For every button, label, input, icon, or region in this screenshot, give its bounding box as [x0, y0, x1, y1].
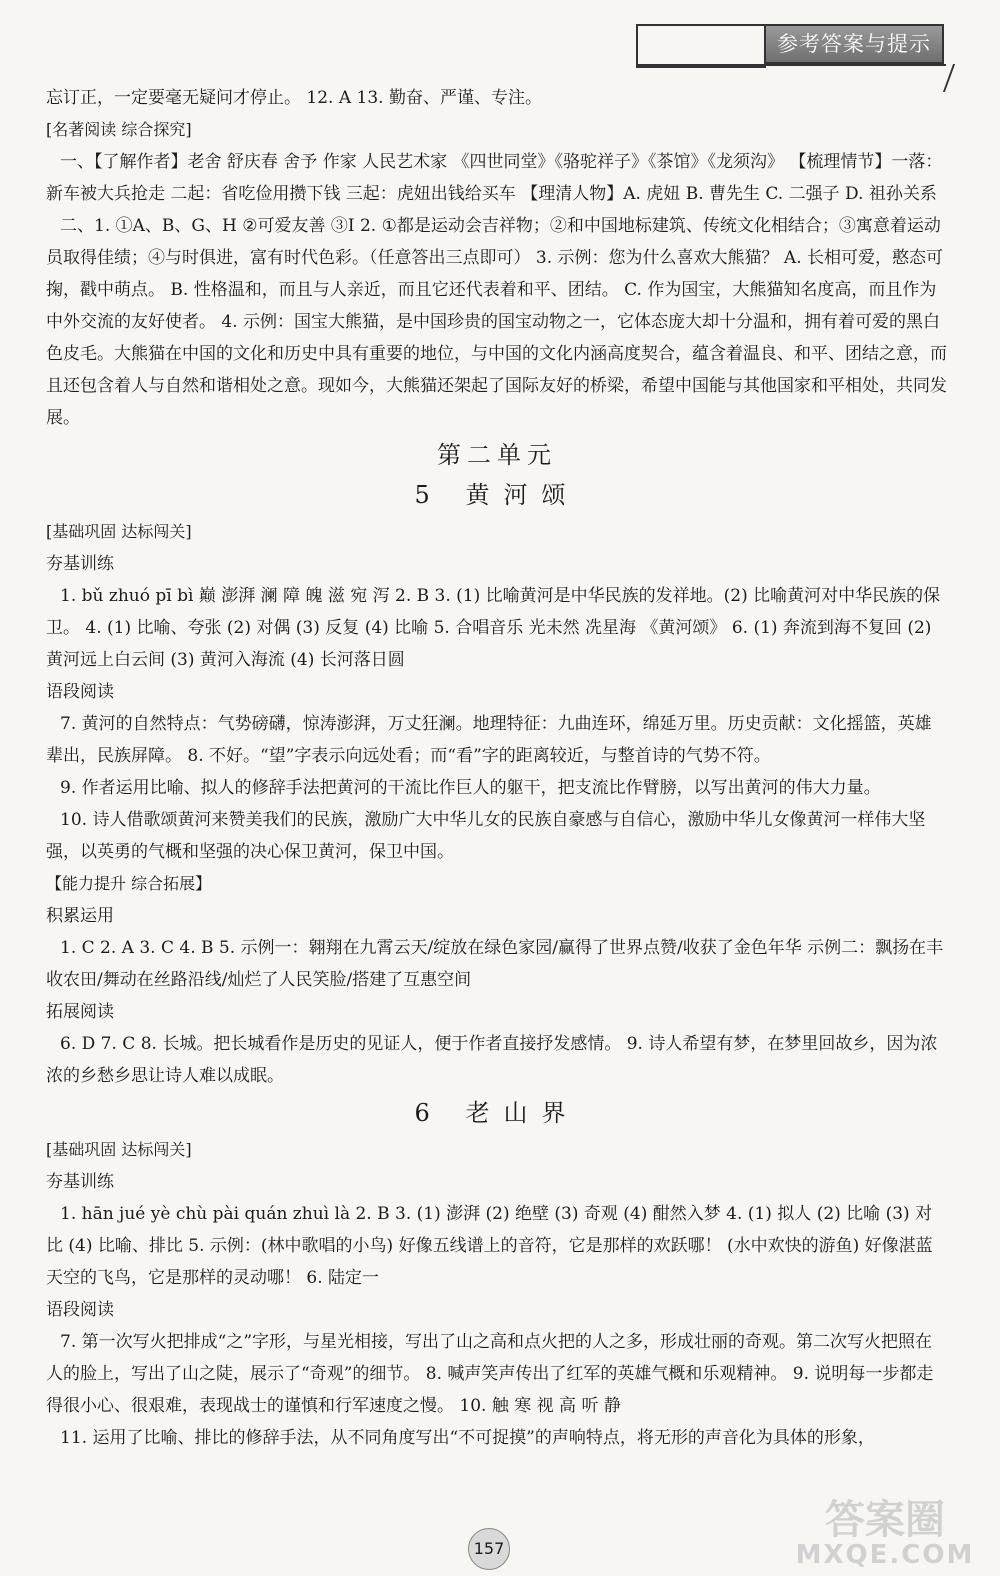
answer-block-8: 6. D 7. C 8. 长城。把长城看作是历史的见证人，便于作者直接抒发感情。 9. 诗人希望有梦，在梦里回故乡，因为浓浓的乡愁乡思让诗人难以成眠。 — [46, 1034, 938, 1086]
answer-block-9: 1. hān jué yè chù pài quán zhuì là 2. B 3. (1) 澎湃 (2) 绝壁 (3) 奇观 (4) 酣然入梦 4. (1) 拟人 (2) 比喻 (3) 对比 (4) 比喻、排比 5. 示例：(林中歌唱的小鸟) 好像五线谱上的音符，它是那样的欢跃哪！ (水中欢快的游鱼) 好像湛蓝天空的飞鸟，它是那样的灵动哪！ 6. 陆定一 — [46, 1204, 933, 1288]
section-basic-6: [基础巩固 达标闯关] — [46, 1140, 192, 1159]
answer-content — [46, 82, 948, 1454]
answer-block-10: 7. 第一次写火把排成“之”字形，与星光相接，写出了山之高和点火把的人之多，形成壮丽的奇观。第二次写火把照在人的脸上，写出了山之陡，展示了“奇观”的细节。 8. 喊声笑声传出了红军的英雄气概和乐观精神。 9. 说明每一步都走得很小心、很艰难，表现战士的谨慎和行军速度之慢。 10. 触 寒 视 高 听 静 — [46, 1332, 934, 1416]
subhead-accumulate: 积累运用 — [46, 906, 114, 926]
lesson-5-title: 5 黄河颂 — [414, 481, 580, 509]
subhead-extended: 拓展阅读 — [46, 1002, 114, 1022]
watermark-line-1: 答案圈 — [825, 1497, 945, 1543]
answer-block-3: 1. bǔ zhuó pī bì 巅 澎湃 澜 障 魄 滋 宛 泻 2. B 3. (1) 比喻黄河是中华民族的发祥地。(2) 比喻黄河对中华民族的保卫。 4. (1) 比喻、夸张 (2) 对偶 (3) 反复 (4) 比喻 5. 合唱音乐 光未然 冼星海 《黄河颂》 6. (1) 奔流到海不复回 (2) 黄河远上白云间 (3) 黄河入海流 (4) 长河落日圆 — [46, 586, 941, 670]
section-classics-reading: [名著阅读 综合探究] — [46, 120, 192, 139]
answer-block-4: 7. 黄河的自然特点：气势磅礴，惊涛澎湃，万丈狂澜。地理特征：九曲连环，绵延万里。历史贡献：文化摇篮，英雄辈出，民族屏障。 8. 不好。“望”字表示向远处看；而“看”字的距离较近，与整首诗的气势不符。 — [46, 714, 932, 766]
line-12-13: 忘订正，一定要毫无疑问才停止。 12. A 13. 勤奋、严谨、专注。 — [46, 88, 542, 108]
answer-block-2: 二、1. ①A、B、G、H ②可爱友善 ③I 2. ①都是运动会吉祥物；②和中国地标建筑、传统文化相结合；③寓意着运动员取得佳绩；④与时俱进，富有时代色彩。（任意答出三点即可） 3. 示例：您为什么喜欢大熊猫？ A. 长相可爱，憨态可掬，戳中萌点。 B. 性格温和，而且与人亲近，而且它还代表着和平、团结。 C. 作为国宝，大熊猫知名度高，而且作为中外交流的友好使者。 4. 示例：国宝大熊猫，是中国珍贵的国宝动物之一，它体态庞大却十分温和，拥有着可爱的黑白色皮毛。大熊猫在中国的文化和历史中具有重要的地位，与中国的文化内涵高度契合，蕴含着温良、和平、团结之意，而且还包含着人与自然和谐相处之意。现如今，大熊猫还架起了国际友好的桥梁，希望中国能与其他国家和平相处，共同发展。 — [46, 216, 947, 428]
subhead-reading-5: 语段阅读 — [46, 682, 114, 702]
lesson-6-title: 6 老山界 — [414, 1099, 580, 1127]
subhead-training-5: 夯基训练 — [46, 554, 114, 574]
subhead-reading-6: 语段阅读 — [46, 1300, 114, 1320]
answer-block-1: 一、【了解作者】老舍 舒庆春 舍予 作家 人民艺术家 《四世同堂》《骆驼祥子》《茶馆》《龙须沟》 【梳理情节】一落：新车被大兵抢走 二起：省吃俭用攒下钱 三起：虎妞出钱给买车 【理清人物】A. 虎妞 B. 曹先生 C. 二强子 D. 祖孙关系 — [46, 152, 943, 204]
header-label: 参考答案与提示 — [764, 24, 944, 64]
subhead-training-6: 夯基训练 — [46, 1172, 114, 1192]
section-basic-5: [基础巩固 达标闯关] — [46, 522, 192, 541]
watermark-logo — [780, 1497, 990, 1570]
answer-block-5: 9. 作者运用比喻、拟人的修辞手法把黄河的干流比作巨人的躯干，把支流比作臂膀，以写出黄河的伟大力量。 — [60, 778, 881, 798]
watermark-line-2: MXQE.COM — [795, 1540, 975, 1570]
answer-block-11: 11. 运用了比喻、排比的修辞手法，从不同角度写出“不可捉摸”的声响特点，将无形的声音化为具体的形象， — [60, 1428, 875, 1448]
page-number: 157 — [468, 1528, 510, 1570]
unit-title: 第二单元 — [437, 441, 557, 469]
header-blank-box — [636, 24, 766, 68]
header-rule — [636, 64, 946, 66]
answer-block-6: 10. 诗人借歌颂黄河来赞美我们的民族，激励广大中华儿女的民族自豪感与自信心，激励中华儿女像黄河一样伟大坚强，以英勇的气概和坚强的决心保卫黄河，保卫中国。 — [46, 810, 926, 862]
answer-block-7: 1. C 2. A 3. C 4. B 5. 示例一：翱翔在九霄云天/绽放在绿色家园/赢得了世界点赞/收获了金色年华 示例二：飘扬在丰收农田/舞动在丝路沿线/灿烂了人民笑脸/搭建了互惠空间 — [46, 938, 944, 990]
section-ability-5: 【能力提升 综合拓展】 — [46, 874, 212, 893]
